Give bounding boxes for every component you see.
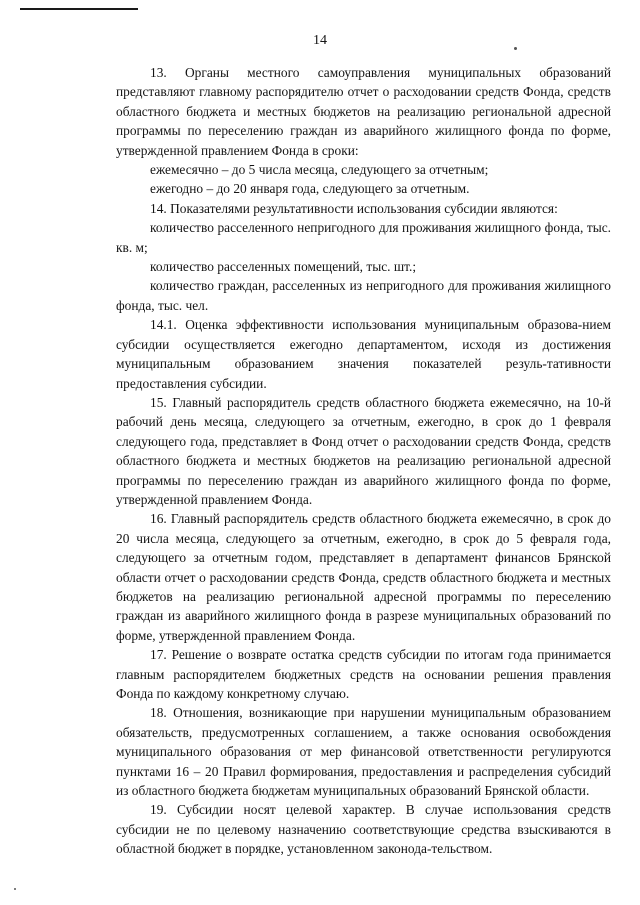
- paragraph-15: 15. Главный распорядитель средств областного бюджета ежемесячно, на 10-й рабочий день месяца, следующего за отчетным, ежегодно, в срок до 1 февраля следующего года, представляет в Фонд отчет о расходовании средств Фонда, средств областного бюджета и местных бюджетов на реализацию региональной адресной программы по переселению граждан из аварийного жилищного фонда по форме, утвержденной правлением Фонда.: [116, 394, 611, 507]
- paragraph-13: 13. Органы местного самоуправления муниципальных образований представляют главному распорядителю отчет о расходовании средств Фонда, средств областного бюджета и местных бюджетов на реализацию региональной адресной программы по переселению граждан из аварийного жилищного фонда по форме, утвержденной правлением Фонда в сроки:: [116, 65, 611, 158]
- paragraph-16: 16. Главный распорядитель средств областного бюджета ежемесячно, в срок до 20 числа месяца, следующего за отчетным, ежегодно, в срок до 5 февраля года, следующего за отчетным годом, представляет в департамент финансов Брянской области отчет о расходовании средств Фонда, средств областного бюджета и местных бюджетов на реализацию региональной адресной программы по переселению граждан из аварийного жилищного фонда в разрезе муниципальных образований по форме, утвержденной правлением Фонда.: [116, 511, 611, 643]
- page-number: 14: [313, 33, 327, 48]
- paragraph-19: 19. Субсидии носят целевой характер. В случае использования средств субсидии не по целевому назначению соответствующие средства взыскиваются в областной бюджет в порядке, установленном законода-тельством.: [116, 802, 611, 857]
- paragraph-14: 14. Показателями результативности использования субсидии являются:: [150, 200, 558, 216]
- paragraph-18: 18. Отношения, возникающие при нарушении муниципальным образованием обязательств, предусмотренных соглашением, а также основания освобождения муниципального образования от мер финансовой ответственности регулируются пунктами 16 – 20 Правил формирования, предоставления и распределения субсидий из областного бюджета бюджетам муниципальных образований Брянской области.: [116, 705, 611, 799]
- scan-speck: [14, 888, 16, 890]
- list-item-premises: количество расселенных помещений, тыс. шт.;: [150, 259, 417, 275]
- list-item-monthly: ежемесячно – до 5 числа месяца, следующего за отчетным;: [150, 162, 489, 178]
- paragraph-14-1: 14.1. Оценка эффективности использования муниципальным образова-нием субсидии осуществляется ежегодно департаментом, исходя из достижения муниципальным образованием значения показателей резуль-тативности предоставления субсидии.: [116, 317, 611, 391]
- list-item-citizens: количество граждан, расселенных из непригодного для проживания жилищного фонда, тыс. чел.: [116, 278, 611, 313]
- list-item-housing-area: количество расселенного непригодного для проживания жилищного фонда, тыс. кв. м;: [116, 220, 611, 255]
- list-item-yearly: ежегодно – до 20 января года, следующего за отчетным.: [150, 181, 470, 197]
- document-body: [116, 63, 611, 859]
- scan-edge-line: [20, 8, 138, 10]
- paragraph-17: 17. Решение о возврате остатка средств субсидии по итогам года принимается главным распорядителем бюджетных средств на основании решения правления Фонда по каждому конкретному случаю.: [116, 647, 611, 701]
